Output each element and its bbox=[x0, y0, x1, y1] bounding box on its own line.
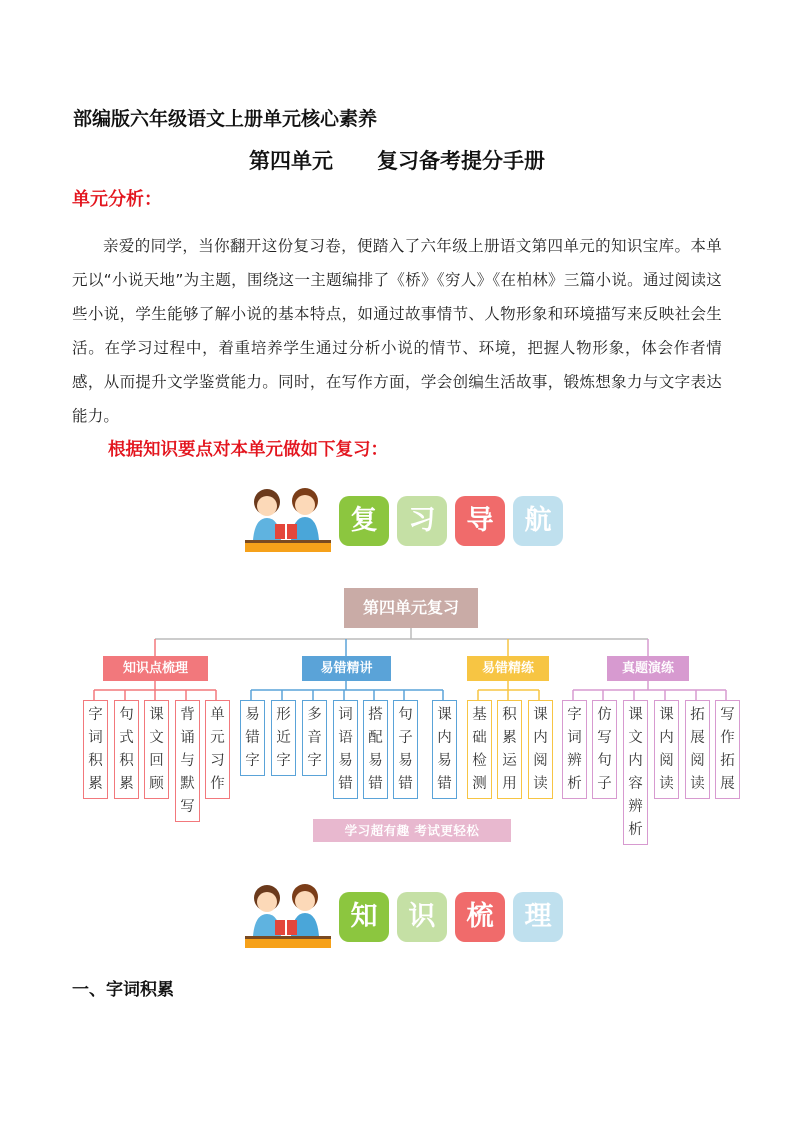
tile-char-4: 航 bbox=[513, 496, 563, 546]
mindmap-item: 写 作 拓 展 bbox=[715, 700, 740, 799]
mindmap-item: 形 近 字 bbox=[271, 700, 296, 776]
tile-char-4: 理 bbox=[513, 892, 563, 942]
category-real-exam: 真题演练 bbox=[607, 656, 689, 681]
mindmap-item: 多 音 字 bbox=[302, 700, 327, 776]
tile-char-2: 习 bbox=[397, 496, 447, 546]
mindmap-item: 字 词 积 累 bbox=[83, 700, 108, 799]
tile-char-2: 识 bbox=[397, 892, 447, 942]
tile-char-3: 导 bbox=[455, 496, 505, 546]
mindmap-item: 基 础 检 测 bbox=[467, 700, 492, 799]
mindmap-root: 第四单元复习 bbox=[344, 588, 478, 628]
mindmap-item: 搭 配 易 错 bbox=[363, 700, 388, 799]
tile-char-1: 知 bbox=[339, 892, 389, 942]
knowledge-sorting-banner bbox=[243, 880, 573, 950]
mindmap-item: 积 累 运 用 bbox=[497, 700, 522, 799]
mindmap-item: 易 错 字 bbox=[240, 700, 265, 776]
mindmap-item: 字 词 辨 析 bbox=[562, 700, 587, 799]
unit-analysis-paragraph: 亲爱的同学，当你翻开这份复习卷，便踏入了六年级上册语文第四单元的知识宝库。本单元以“小说天地”为主题，围绕这一主题编排了《桥》《穷人》《在柏林》三篇小说。通过阅读这些小说，学生能够了解小说的基本特点，如通过故事情节、人物形象和环境描写来反映社会生活。在学习过程中，着重培养学生通过分析小说的情节、环境，把握人物形象，体会作者情感，从而提升文学鉴赏能力。同时，在写作方面，学会创编生活故事，锻炼想象力与文字表达能力。 bbox=[72, 237, 722, 425]
category-knowledge: 知识点梳理 bbox=[103, 656, 208, 681]
review-heading: 根据知识要点对本单元做如下复习： bbox=[108, 440, 388, 460]
slogan-banner: 学习超有趣 考试更轻松 bbox=[313, 819, 511, 842]
unit-analysis-heading: 单元分析： bbox=[72, 189, 162, 210]
document-subtitle: 部编版六年级语文上册单元核心素养 bbox=[73, 108, 378, 130]
mindmap-item: 课 文 内 容 辨 析 bbox=[623, 700, 648, 845]
mindmap-item: 词 语 易 错 bbox=[333, 700, 358, 799]
mindmap-item: 仿 写 句 子 bbox=[592, 700, 617, 799]
tile-char-1: 复 bbox=[339, 496, 389, 546]
title-unit: 第四单元 bbox=[249, 148, 333, 173]
mindmap-item: 句 子 易 错 bbox=[393, 700, 418, 799]
section-heading-vocabulary: 一、字词积累 bbox=[72, 980, 174, 1000]
mindmap-item: 单 元 习 作 bbox=[205, 700, 230, 799]
mindmap-item: 课 文 回 顾 bbox=[144, 700, 169, 799]
students-reading-illustration bbox=[243, 880, 333, 950]
mindmap-item: 句 式 积 累 bbox=[114, 700, 139, 799]
title-handbook: 复习备考提分手册 bbox=[377, 148, 545, 173]
mindmap-item: 课 内 易 错 bbox=[432, 700, 457, 799]
category-error-practice: 易错精练 bbox=[467, 656, 549, 681]
category-error-explain: 易错精讲 bbox=[302, 656, 391, 681]
tile-char-3: 梳 bbox=[455, 892, 505, 942]
mindmap-item: 背 诵 与 默 写 bbox=[175, 700, 200, 822]
mindmap-item: 拓 展 阅 读 bbox=[685, 700, 710, 799]
mindmap-item: 课 内 阅 读 bbox=[654, 700, 679, 799]
mindmap-item: 课 内 阅 读 bbox=[528, 700, 553, 799]
